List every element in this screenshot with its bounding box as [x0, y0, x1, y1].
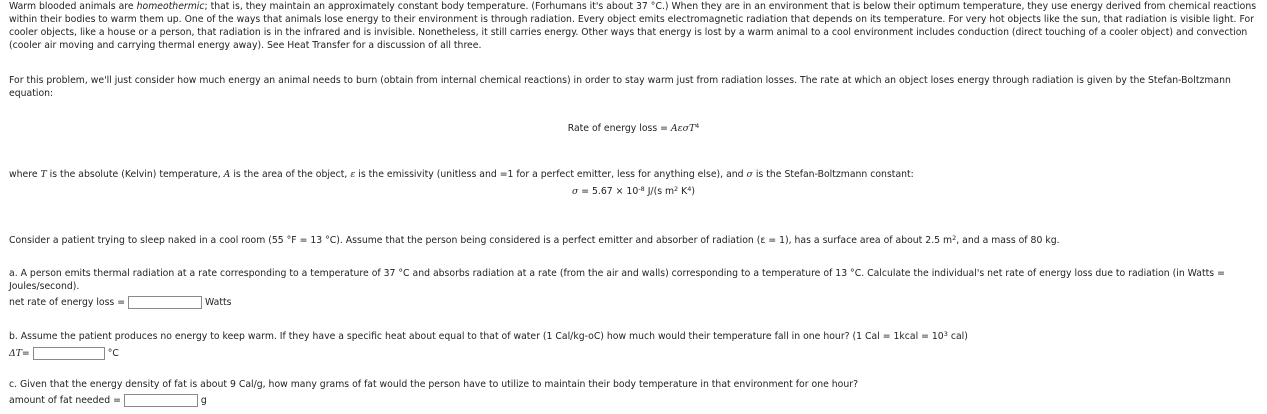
var-epsilon: ε	[350, 169, 356, 180]
where-text-b: is the absolute (Kelvin) temperature,	[46, 169, 224, 180]
equation-exponent: 4	[695, 122, 700, 130]
part-a-question: a. A person emits thermal radiation at a rate corresponding to a temperature of 37 °C and absorbs radiation at a rate (from the air and walls) corresponding to a temperature of 13 °C. Calculate the individual's net rate of energy loss due to radiation (in Watts = Joules/second).	[9, 268, 1225, 293]
intro-text-2: ; that is, they maintain an approximately constant body temperature. (Forhumans it's about 37 °C.) When they are in an environment that is below their optimum temperature, they use energy derived from chemical reactions within their bodies to warm them up. One of the ways that animals lose energy to their environment is through radiation. Every object emits electromagnetic radiation that depends on its temperature. For very hot objects like the sun, that radiation is visible light. For cooler objects, like a house or a person, that radiation is in the infrared and is invisible. Nonetheless, it still carries energy. Other ways that energy is lost by a warm animal to a cool environment includes conduction (direct touching of a cooler object) and convection (cooler air moving and carrying thermal energy away). See	[9, 1, 1257, 52]
part-b-text-a: b. Assume the patient produces no energy to keep warm. If they have a specific heat about equal to that of water (1 Cal/kg-oC) how much would their temperature fall in one hour? (1 Cal = 1kcal = 10	[9, 331, 944, 342]
part-c-question: c. Given that the energy density of fat is about 9 Cal/g, how many grams of fat would the person have to utilize to maintain their body temperature in that environment for one hour?	[9, 379, 859, 390]
intro-paragraph	[9, 0, 1261, 52]
part-b-equals: =	[21, 348, 30, 359]
sigma-text-a: = 5.67 × 10	[578, 186, 639, 197]
net-energy-loss-input[interactable]	[128, 296, 202, 309]
where-text-e: is the Stefan-Boltzmann constant:	[752, 169, 914, 180]
part-b-answer-row	[9, 347, 119, 360]
scenario-text-a: Consider a patient trying to sleep naked in a cool room (55 °F = 13 °C). Assume that the person being considered is a perfect emitter and absorber of radiation (ε = 1), has a surface area of about 2.5 m	[9, 235, 953, 246]
sigma-text-d: )	[691, 186, 696, 197]
sigma-exp-1: -8	[638, 185, 645, 193]
temperature-drop-input[interactable]	[33, 347, 105, 360]
where-text-d: is the emissivity (unitless and =1 for a perfect emitter, less for anything else), and	[355, 169, 747, 180]
problem-scope-paragraph: For this problem, we'll just consider how much energy an animal needs to burn (obtain from internal chemical reactions) in order to stay warm just from radiation losses. The rate at which an object loses energy through radiation is given by the Stefan-Boltzmann equation:	[9, 75, 1231, 100]
var-T: T	[40, 169, 47, 180]
variable-definitions	[9, 168, 1261, 181]
patient-scenario	[9, 234, 1261, 247]
equation-label: Rate of energy loss =	[567, 123, 671, 134]
part-c-answer-row	[9, 394, 207, 407]
part-c-unit: g	[200, 395, 207, 406]
part-b-text-b: cal)	[947, 331, 968, 342]
homeothermic-term: homeothermic	[136, 1, 205, 12]
part-b-unit: °C	[107, 348, 119, 359]
sigma-text-c: K	[678, 186, 688, 197]
var-A: A	[223, 169, 231, 180]
sigma-exp-3: 4	[687, 185, 692, 193]
var-sigma: σ	[746, 169, 753, 180]
delta-t-label: ΔT	[9, 348, 22, 359]
part-a-label: net rate of energy loss =	[9, 297, 126, 308]
sigma-symbol: σ	[571, 186, 579, 197]
intro-text-1: Warm blooded animals are	[9, 1, 137, 12]
intro-text-3: for a discussion of all three.	[349, 40, 482, 52]
where-text-c: is the area of the object,	[230, 169, 351, 180]
sigma-text-b: J/(s m	[644, 186, 675, 197]
part-c-label: amount of fat needed =	[9, 395, 121, 406]
sigma-constant	[0, 185, 1267, 198]
part-a-answer-row	[9, 296, 231, 309]
scenario-exp: 2	[952, 234, 957, 242]
part-b-question	[9, 330, 1261, 343]
fat-amount-input[interactable]	[124, 394, 198, 407]
where-text-a: where	[9, 169, 41, 180]
sigma-exp-2: 2	[674, 185, 679, 193]
stefan-boltzmann-equation	[0, 122, 1267, 135]
heat-transfer-link[interactable]: Heat Transfer	[287, 40, 350, 52]
part-b-exp: 3	[943, 330, 948, 338]
equation-variables: AεσT	[670, 123, 696, 134]
part-a-unit: Watts	[205, 297, 232, 308]
scenario-text-b: , and a mass of 80 kg.	[956, 235, 1060, 246]
